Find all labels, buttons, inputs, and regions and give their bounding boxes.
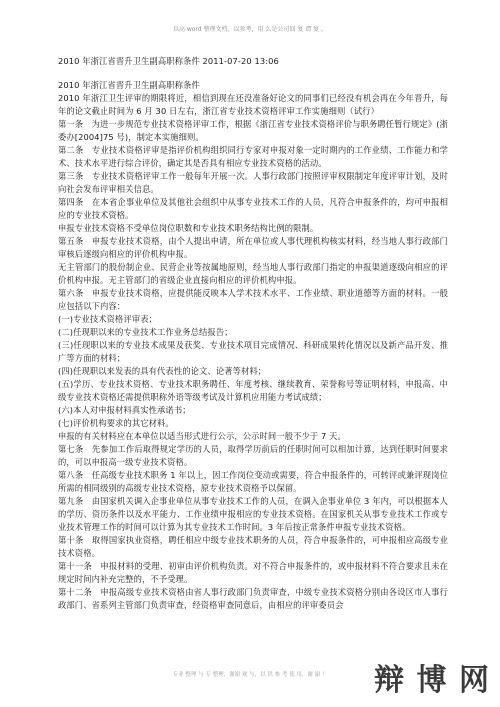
paragraph: 第八条 任高级专业技术职务 1 年以上，因工作岗位变动或需要，符合申报条件的，可转评或兼评现岗位所需的相同级别的高级专业技术资格，原专业技术资格予以保留。 <box>58 470 448 493</box>
document-body <box>58 55 448 612</box>
paragraph: 无主管部门的股份制企业、民营企业等按属地原则，经当地人事行政部门指定的申报渠道逐级向相应的评价机构申报。无主管部门的省级企业直接向相应的评价机构申报。 <box>58 262 448 285</box>
list-item: (五)学历、专业技术资格、专业技术职务聘任、年度考核、继续教育、荣誉称号等证明材料，申报高、中级专业技术资格还需提供职称外语等级考试及计算机应用能力考试成绩； <box>58 379 448 402</box>
paragraph: 2010 年浙江省晋升卫生副高职称条件 <box>58 80 200 90</box>
footer-note: 专业 整理 与 专 整理，谢谢 观 与，以 供 参 考 使 用，谢 谢 ！ <box>172 672 328 678</box>
paragraph: 第十一条 申报材料的受理、初审由评价机构负责。对不符合申报条件的，或申报材料不符合要求且未在规定时间内补充完整的，不予受理。 <box>58 561 448 584</box>
spacer <box>58 68 448 79</box>
list-item: (四)任现职以来发表的具有代表性的论文、论著等材料； <box>58 366 267 376</box>
paragraph: 第四条 在本省企事业单位及其他社会组织中从事专业技术工作的人员，凡符合申报条件的，均可申报相应的专业技术资格。 <box>58 197 448 220</box>
header-note: 以高 word 整理文档，以参考，用 么是公司回 复 谓 复 。 <box>172 26 328 33</box>
list-item: (六)本人对申报材料真实性承诺书； <box>58 405 191 415</box>
paragraph: 第七条 先参加工作后取得规定学历的人员，取得学历前后的任职时间可以相加计算，达到任职时间要求的，可以申报高一级专业技术资格。 <box>58 444 448 467</box>
paragraph: 申报的有关材料应在本单位以适当形式进行公示，公示时间一般不少于 7 天。 <box>58 431 346 441</box>
paragraph: 第十条 取得国家执业资格，聘任相应中级专业技术职务的人员，符合申报条件的，可申报相应高级专业技术资格。 <box>58 535 448 558</box>
paragraph: 第一条 为进一步规范专业技术资格评审工作，根据《浙江省专业技术资格评价与职务聘任暂行规定》(浙委办[2004]75 号)，制定本实施细则。 <box>58 119 448 142</box>
paragraph: 第九条 由国家机关调入企事业单位从事专业技术工作的人员，在调入企事业单位 3 年内，可以根据本人的学历、资历条件以及水平能力、工作业绩申报相应的专业技术资格。在国家机关从事专业技术工作或专业技术管理工作的时间可以计算为其专业技术工作时间。3 年后按正常条件申报专业技术资格。 <box>58 496 448 532</box>
site-watermark: 辩 博 网 <box>374 663 490 698</box>
doc-title-line: 2010 年浙江省晋升卫生副高职称条件 2011-07-20 13:06 <box>58 56 279 66</box>
paragraph: 第十二条 申报高级专业技术资格由省人事行政部门负责审查，中级专业技术资格分别由各设区市人事行政部门、省系列主管部门负责审查，经资格审查同意后，由相应的评审委员会 <box>58 587 448 610</box>
paragraph: 第五条 申报专业技术资格，由个人提出申请，所在单位或人事代理机构核实材料，经当地人事行政部门审核后逐级向相应的评价机构申报。 <box>58 236 448 259</box>
paragraph: 2010 年浙江卫生评审的期限将近，相信到现在还没准备好论文的同事们已经没有机会再在今年晋升，每年的论文截止时间为 6 月 30 日左右，浙江省专业技术资格评审工作实施细则（试行） <box>58 93 448 116</box>
list-item: (二)任现职以来的专业技术工作业务总结报告； <box>58 327 233 337</box>
paragraph: 第二条 专业技术资格评审是指评价机构组织同行专家对申报对象一定时期内的工作业绩、工作能力和学术、技术水平进行综合评价，确定其是否具有相应专业技术资格的活动。 <box>58 145 448 168</box>
paragraph: 第三条 专业技术资格评审工作一般每年开展一次。人事行政部门按照评审权限制定年度评审计划，及时向社会发布评审相关信息。 <box>58 171 448 194</box>
paragraph: 第六条 申报专业技术资格，应提供能反映本人学术技术水平、工作业绩、职业道德等方面的材料。一般应包括以下内容： <box>58 288 448 311</box>
list-item: (七)评价机构要求的其它材料。 <box>58 418 174 428</box>
list-item: (三)任现职以来的专业技术成果及获奖、专业技术项目完成情况、科研成果转化情况以及新产品开发、推广等方面的材料； <box>58 340 448 363</box>
list-item: (一)专业技术资格评审表； <box>58 314 158 324</box>
paragraph: 申报专业技术资格不受单位岗位职数和专业技术职务结构比例的限制。 <box>58 223 319 233</box>
